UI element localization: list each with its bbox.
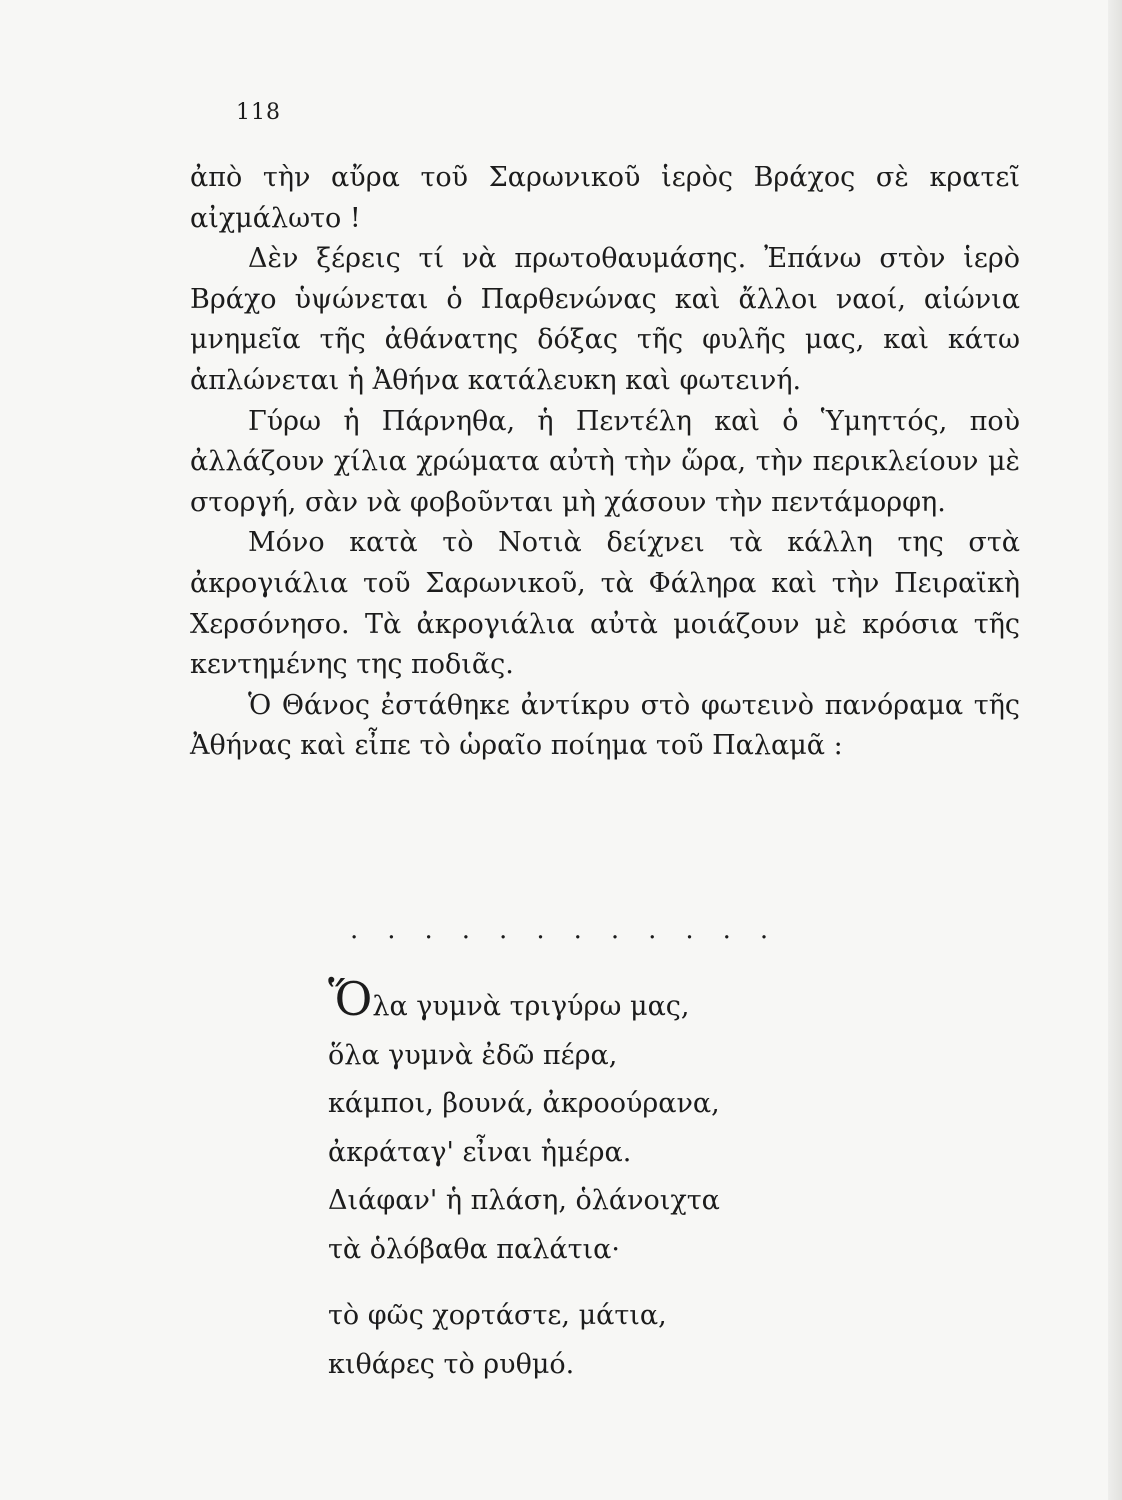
poem-line: ὅλα γυμνὰ ἐδῶ πέρα, <box>328 1039 618 1071</box>
poem-line <box>328 972 720 1032</box>
paragraph-3: Γύρω ἡ Πάρνηθα, ἡ Πεντέλη καὶ ὁ Ὑμηττός, ποὺ ἀλλάζουν χίλια χρώματα αὐτὴ τὴν ὥρα, τὴν περικλείουν μὲ στοργή, σὰν νὰ φοβοῦνται μὴ χάσουν τὴν πεντάμορφη. <box>190 405 1020 518</box>
poem-line: ἀκράταγ' εἶναι ἡμέρα. <box>328 1136 632 1168</box>
paragraph-4: Μόνο κατὰ τὸ Νοτιὰ δείχνει τὰ κάλλη της στὰ ἀκρογιάλια τοῦ Σαρωνικοῦ, τὰ Φάληρα καὶ τὴν Πειραϊκὴ Χερσόνησο. Τὰ ἀκρογιάλια αὐτὰ μοιάζουν μὲ κρόσια τῆς κεντημένης της ποδιᾶς. <box>190 527 1020 681</box>
paragraph-5: Ὁ Θάνος ἐστάθηκε ἀντίκρυ στὸ φωτεινὸ πανόραμα τῆς Ἀθήνας καὶ εἶπε τὸ ὡραῖο ποίημα τοῦ Παλαμᾶ : <box>190 689 1020 762</box>
paragraph-2: Δὲν ξέρεις τί νὰ πρωτοθαυμάσης. Ἐπάνω στὸν ἱερὸ Βράχο ὑψώνεται ὁ Παρθενώνας καὶ ἄλλοι ναοί, αἰώνια μνημεῖα τῆς ἀθάνατης δόξας τῆς φυλῆς μας, καὶ κάτω ἁπλώνεται ἡ Ἀθήνα κατάλευκη καὶ φωτεινή. <box>190 243 1020 396</box>
drop-cap: Ὅ <box>328 972 373 1026</box>
page-edge <box>1108 0 1122 1500</box>
page-number: 118 <box>236 100 281 125</box>
poem-line: τὸ φῶς χορτάστε, μάτια, <box>328 1300 667 1331</box>
poem-line: Διάφαν' ἡ πλάση, ὁλάνοιχτα <box>328 1185 720 1216</box>
paragraph-1: ἀπὸ τὴν αὔρα τοῦ Σαρωνικοῦ ἱερὸς Βράχος σὲ κρατεῖ αἰχμάλωτο ! <box>190 162 1020 234</box>
poem-line-text: λα γυμνὰ τριγύρω μας, <box>372 991 690 1022</box>
poem-line: κιθάρες τὸ ρυθμό. <box>328 1348 575 1380</box>
poem-line: κάμποι, βουνά, ἀκροούρανα, <box>328 1088 720 1119</box>
poem <box>328 972 720 1389</box>
stanza-gap <box>328 1274 720 1292</box>
poem-line: τὰ ὁλόβαθα παλάτια· <box>328 1233 620 1265</box>
prose-body <box>190 158 1020 767</box>
dotted-separator: ............ <box>350 915 798 945</box>
